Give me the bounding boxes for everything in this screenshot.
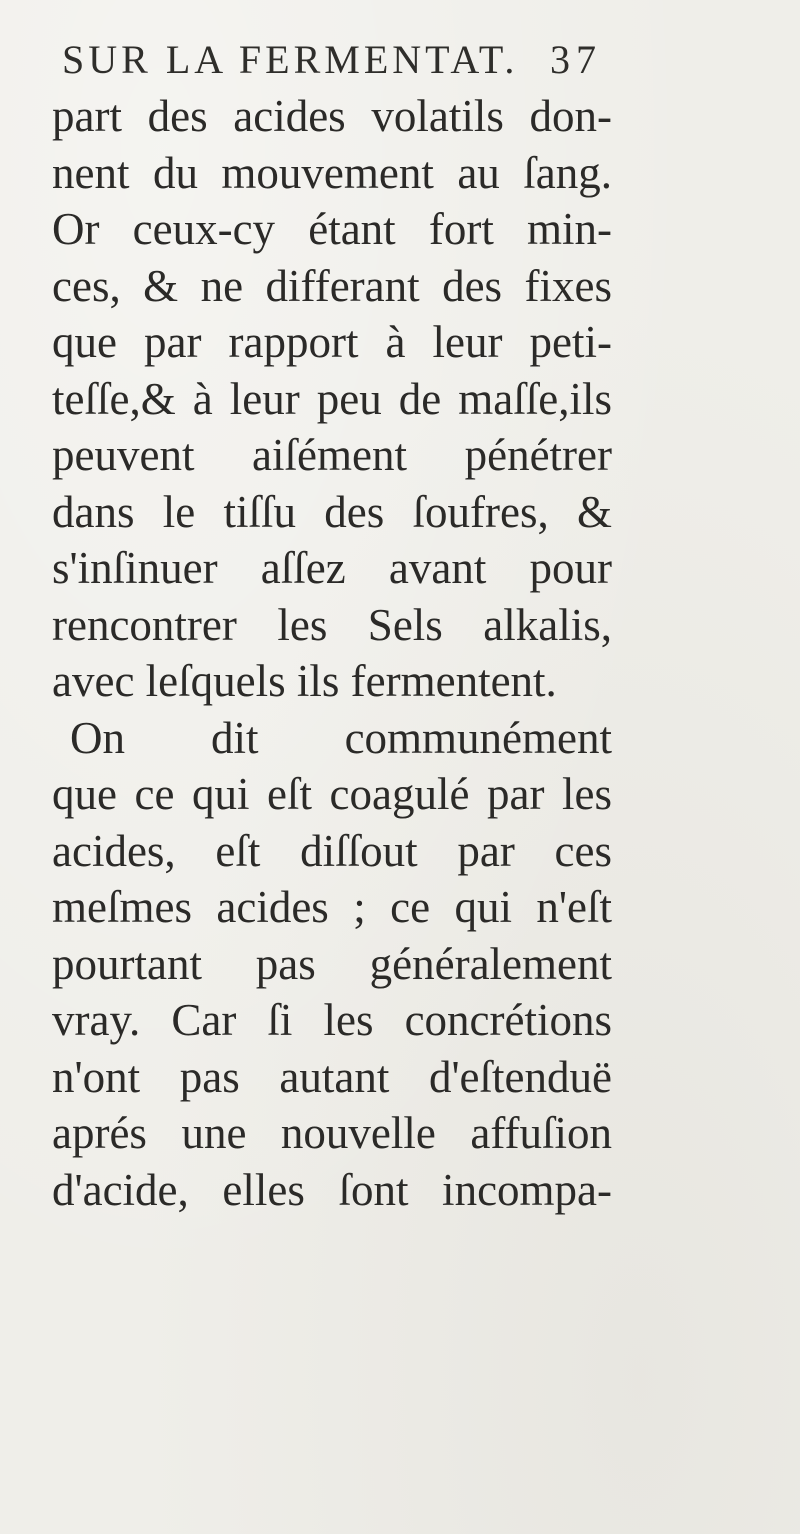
running-head: [62, 36, 602, 83]
text-line: acides, eſt diſſout par ces: [52, 825, 612, 876]
text-line: s'inſinuer aſſez avant pour: [52, 543, 612, 593]
body-text: [52, 88, 612, 1218]
text-line: nent du mouvement au ſang.: [52, 147, 612, 198]
running-head-title: SUR LA FERMENTAT.: [62, 37, 519, 82]
text-line: aprés une nouvelle affuſion: [52, 1108, 612, 1158]
text-line: dans le tiſſu des ſoufres, &: [52, 486, 612, 537]
text-line: On dit communément: [70, 712, 612, 763]
text-line: Or ceux-cy étant fort min-: [52, 204, 612, 254]
text-line: que ce qui eſt coagulé par les: [52, 769, 612, 819]
text-line: teſſe,& à leur peu de maſſe,ils: [52, 373, 612, 424]
text-line: vray. Car ſi les concrétions: [52, 995, 612, 1045]
text-line: n'ont pas autant d'eſtenduë: [52, 1051, 612, 1102]
text-line: part des acides volatils don-: [52, 91, 612, 141]
text-line: rencontrer les Sels alkalis,: [52, 599, 612, 650]
text-line: avec leſquels ils fermentent.: [52, 656, 557, 706]
page-number: 37: [550, 37, 602, 82]
text-line: d'acide, elles ſont incompa-: [52, 1164, 612, 1215]
text-line: peuvent aiſément pénétrer: [52, 430, 612, 480]
text-line: que par rapport à leur peti-: [52, 317, 612, 367]
text-line: ces, & ne differant des fixes: [52, 260, 612, 311]
text-line: meſmes acides ; ce qui n'eſt: [52, 882, 612, 932]
text-line: pourtant pas généralement: [52, 938, 612, 989]
